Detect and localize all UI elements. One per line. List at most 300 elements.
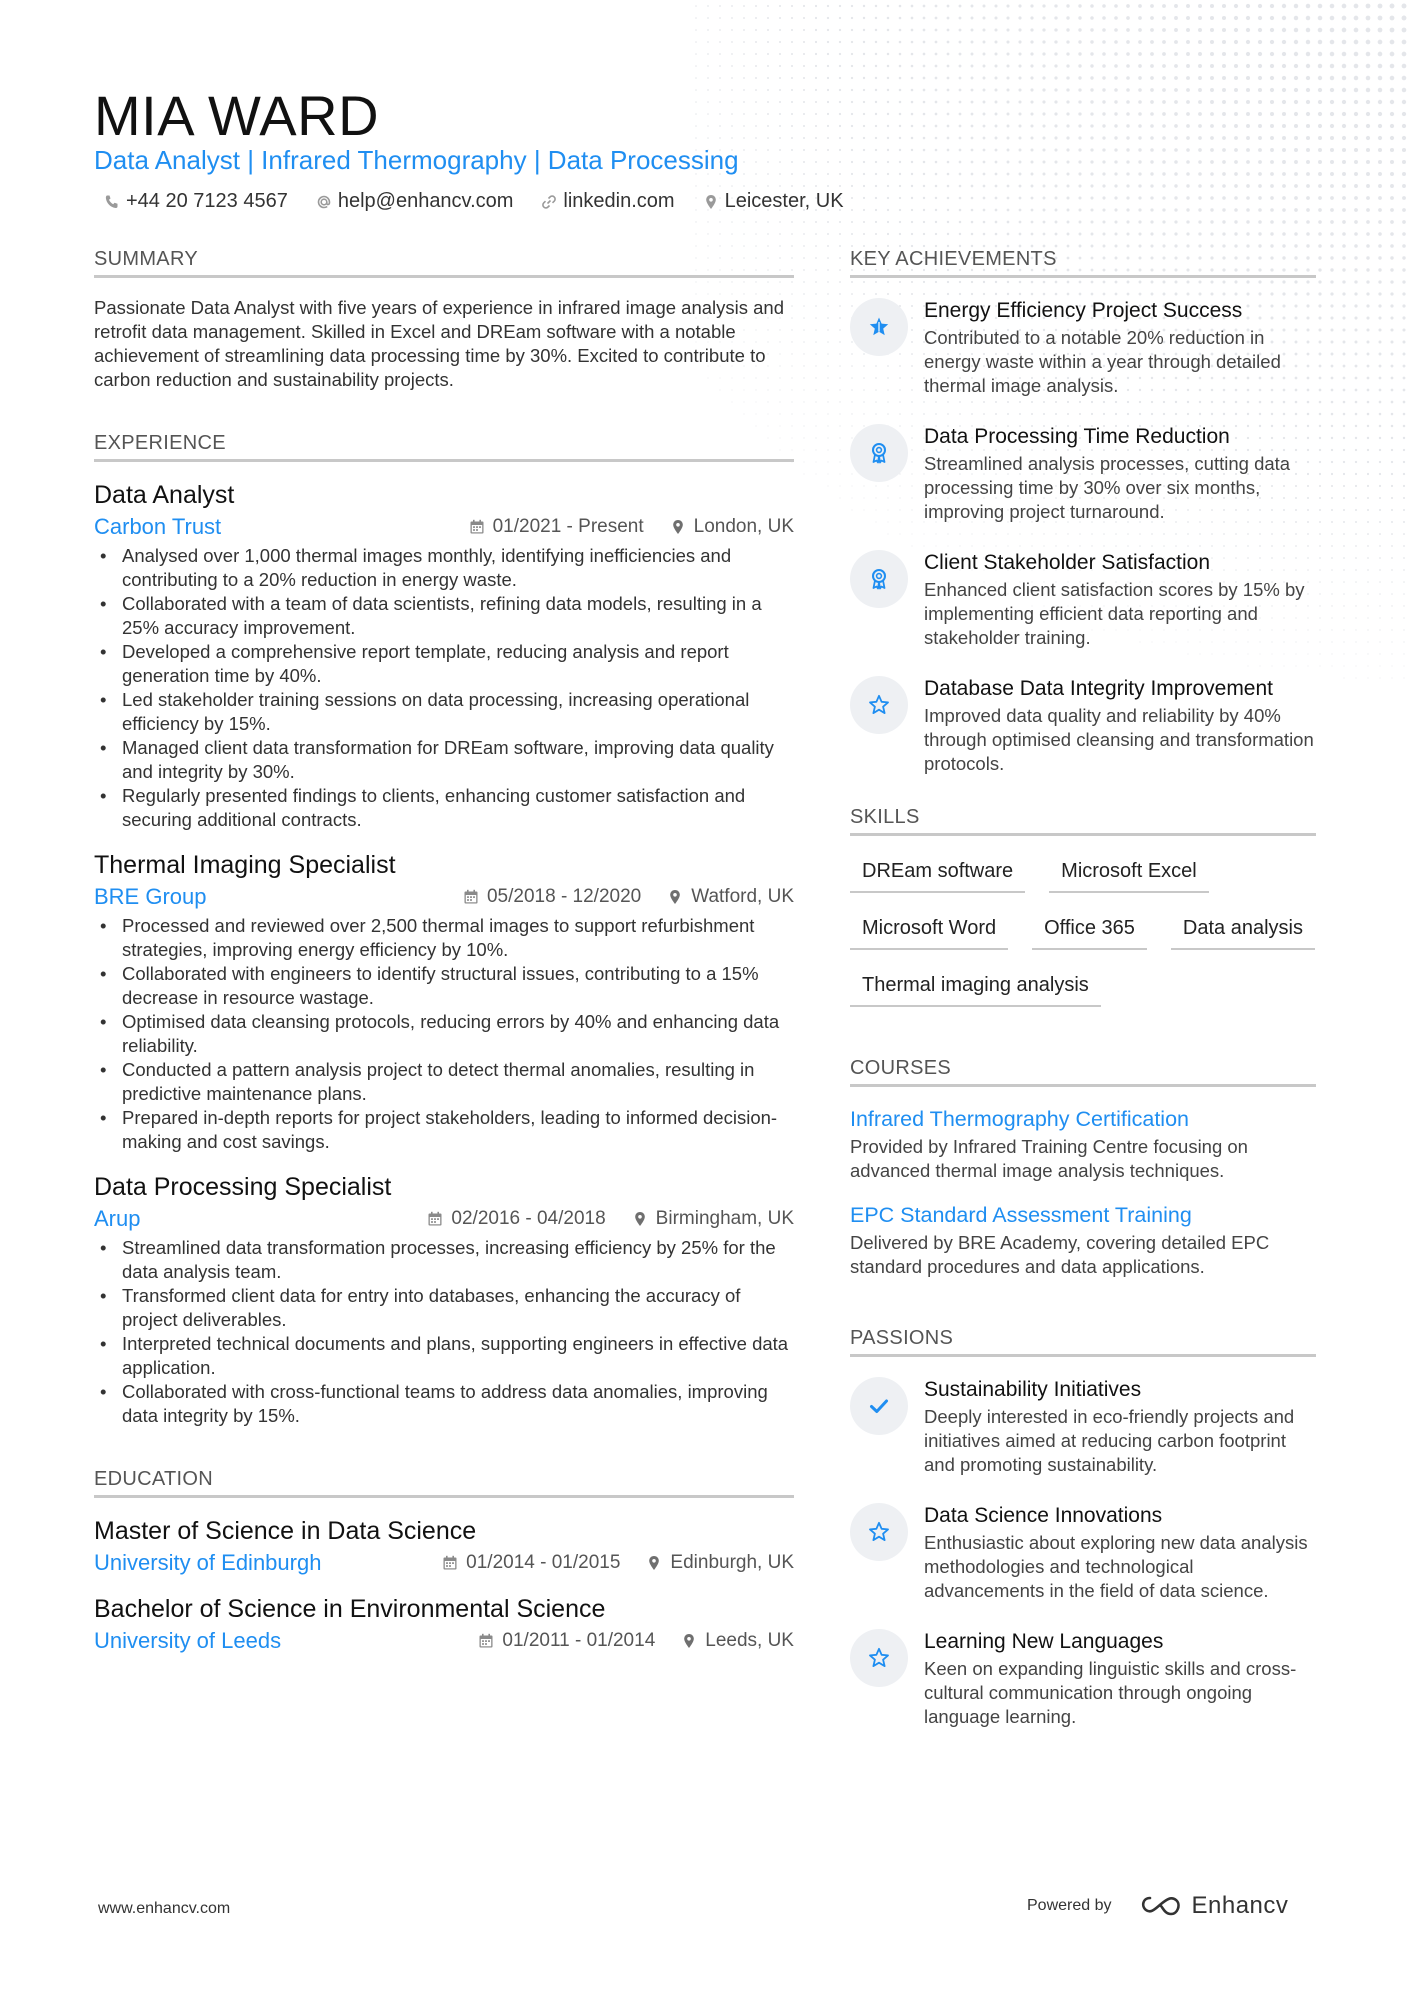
pattern-dot: [1090, 124, 1093, 127]
pattern-dot: [1306, 52, 1310, 56]
pattern-dot: [1066, 88, 1069, 91]
pattern-dot: [911, 233, 913, 235]
pattern-dot: [815, 377, 816, 378]
pattern-dot: [935, 197, 937, 199]
summary-heading: SUMMARY: [94, 248, 794, 278]
pattern-dot: [1162, 100, 1166, 104]
pattern-dot: [1306, 112, 1310, 116]
pattern-dot: [1356, 678, 1357, 679]
pattern-dot: [1318, 292, 1321, 295]
pattern-dot: [731, 29, 733, 31]
pattern-dot: [1294, 184, 1298, 188]
pattern-dot: [1403, 641, 1404, 642]
pattern-dot: [815, 53, 817, 55]
degree-date-location: [478, 1630, 794, 1652]
company-name[interactable]: Arup: [94, 1206, 141, 1231]
pattern-dot: [1355, 401, 1358, 404]
pattern-dot: [1019, 221, 1022, 224]
course-title[interactable]: Infrared Thermography Certification: [850, 1107, 1189, 1131]
pattern-dot: [803, 125, 805, 127]
pattern-dot: [803, 65, 805, 67]
job-location-text: Birmingham, UK: [655, 1208, 794, 1229]
pattern-dot: [1282, 16, 1286, 20]
pattern-dot: [1007, 101, 1010, 104]
pattern-dot: [1067, 197, 1070, 200]
pattern-dot: [947, 77, 950, 80]
pattern-dot: [1138, 184, 1141, 187]
pattern-dot: [1318, 76, 1322, 80]
pattern-dot: [1367, 461, 1369, 463]
pattern-dot: [1162, 16, 1166, 20]
pattern-dot: [1102, 184, 1105, 187]
pattern-dot: [827, 305, 829, 307]
pattern-dot: [863, 17, 865, 19]
pattern-dot: [1114, 88, 1118, 92]
pattern-dot: [1078, 136, 1081, 139]
pattern-dot: [1367, 521, 1369, 523]
pattern-dot: [1042, 40, 1045, 43]
pattern-dot: [899, 101, 902, 104]
pattern-dot: [1270, 124, 1274, 128]
pattern-dot: [1090, 76, 1093, 79]
pattern-dot: [743, 221, 745, 223]
pattern-dot: [911, 17, 914, 20]
pattern-dot: [1343, 617, 1344, 618]
pattern-dot: [1294, 208, 1298, 212]
pattern-dot: [1391, 545, 1393, 547]
pattern-dot: [719, 17, 721, 19]
pattern-dot: [1318, 148, 1322, 152]
job-dates-text: 02/2016 - 04/2018: [451, 1208, 606, 1229]
enhancv-logo[interactable]: [1138, 1892, 1289, 1920]
pattern-dot: [1330, 160, 1334, 164]
pattern-dot: [1378, 100, 1382, 104]
pattern-dot: [755, 5, 757, 7]
pattern-dot: [1007, 185, 1010, 188]
pattern-dot: [1282, 76, 1286, 80]
pattern-dot: [1379, 569, 1381, 571]
pattern-dot: [1331, 341, 1334, 344]
star-outline-icon: [850, 1503, 908, 1561]
pattern-dot: [1378, 244, 1382, 248]
pattern-dot: [839, 101, 841, 103]
course-title[interactable]: EPC Standard Assessment Training: [850, 1203, 1192, 1227]
pattern-dot: [1331, 521, 1333, 523]
pattern-dot: [1054, 160, 1057, 163]
pattern-dot: [1306, 208, 1310, 212]
pattern-dot: [1162, 136, 1166, 140]
pattern-dot: [1007, 125, 1010, 128]
pattern-dot: [1246, 100, 1250, 104]
pattern-dot: [1354, 52, 1359, 57]
pattern-dot: [815, 29, 817, 31]
pattern-dot: [1355, 485, 1357, 487]
pattern-dot: [719, 65, 721, 67]
pattern-dot: [1319, 401, 1322, 404]
pattern-dot: [707, 77, 709, 79]
pattern-dot: [851, 125, 853, 127]
pattern-dot: [1366, 148, 1370, 152]
pattern-dot: [791, 221, 793, 223]
pattern-dot: [911, 137, 914, 140]
job-bullet: • Collaborated with engineers to identify structural issues, contributing to a 15% decrease in resource wastage.: [94, 962, 794, 1010]
pattern-dot: [1391, 557, 1393, 559]
company-name[interactable]: BRE Group: [94, 884, 207, 909]
pattern-dot: [815, 233, 817, 235]
pattern-dot: [1018, 40, 1021, 43]
pattern-dot: [1367, 377, 1370, 380]
pattern-dot: [1150, 232, 1153, 235]
pattern-dot: [1018, 112, 1021, 115]
pattern-dot: [1210, 124, 1214, 128]
pattern-dot: [887, 77, 889, 79]
pattern-dot: [1054, 136, 1057, 139]
pattern-dot: [1355, 593, 1357, 595]
pattern-dot: [1018, 52, 1021, 55]
pattern-dot: [1391, 365, 1394, 368]
pattern-dot: [1403, 461, 1405, 463]
pattern-dot: [863, 29, 865, 31]
pattern-dot: [1306, 64, 1310, 68]
school-name[interactable]: University of Edinburgh: [94, 1550, 322, 1575]
pattern-dot: [1138, 100, 1142, 104]
pattern-dot: [1198, 88, 1202, 92]
pattern-dot: [851, 41, 853, 43]
pattern-dot: [803, 329, 805, 331]
skill-tag: Data analysis: [1171, 917, 1315, 950]
pattern-dot: [827, 353, 829, 355]
pattern-dot: [1318, 4, 1323, 9]
pattern-dot: [875, 137, 877, 139]
job-bullet: • Developed a comprehensive report template, reducing analysis and report generation time by 40%.: [94, 640, 794, 688]
pattern-dot: [1102, 16, 1106, 20]
pattern-dot: [1186, 220, 1189, 223]
pattern-dot: [1066, 16, 1069, 19]
job-meta: [94, 514, 794, 540]
pattern-dot: [1198, 112, 1202, 116]
pattern-dot: [1343, 473, 1345, 475]
pattern-dot: [959, 149, 962, 152]
pattern-dot: [1174, 40, 1178, 44]
pattern-dot: [1270, 220, 1274, 224]
pattern-dot: [1078, 112, 1081, 115]
pattern-dot: [1150, 208, 1153, 211]
pattern-dot: [1390, 160, 1394, 164]
pattern-dot: [1102, 40, 1106, 44]
pattern-dot: [923, 221, 925, 223]
pattern-dot: [1391, 485, 1393, 487]
passion-item-desc: Enthusiastic about exploring new data analysis methodologies and technological advancements in the field of data science.: [924, 1532, 1308, 1601]
pattern-dot: [839, 137, 841, 139]
pattern-dot: [1366, 328, 1369, 331]
pattern-dot: [1367, 365, 1370, 368]
pattern-dot: [767, 101, 769, 103]
pattern-dot: [839, 41, 841, 43]
pattern-dot: [1174, 184, 1177, 187]
pattern-dot: [1019, 149, 1022, 152]
pattern-dot: [839, 497, 840, 498]
pattern-dot: [1403, 605, 1404, 606]
pattern-dot: [1378, 148, 1382, 152]
pattern-dot: [731, 41, 733, 43]
pattern-dot: [875, 29, 877, 31]
pattern-dot: [1138, 16, 1142, 20]
pattern-dot: [1402, 4, 1407, 9]
pattern-dot: [827, 461, 828, 462]
pattern-dot: [1390, 184, 1394, 188]
pattern-dot: [851, 89, 853, 91]
pattern-dot: [1150, 184, 1153, 187]
pattern-dot: [839, 149, 841, 151]
pattern-dot: [815, 221, 817, 223]
pattern-dot: [1246, 208, 1250, 212]
pattern-dot: [1391, 581, 1393, 583]
pattern-dot: [1331, 401, 1334, 404]
pattern-dot: [994, 4, 997, 7]
achievement-item-title: Client Stakeholder Satisfaction: [924, 551, 1210, 574]
pattern-dot: [851, 65, 853, 67]
pattern-dot: [1355, 557, 1357, 559]
pattern-dot: [815, 245, 817, 247]
pattern-dot: [1379, 581, 1381, 583]
contact-linkedin[interactable]: [541, 190, 674, 213]
pattern-dot: [839, 257, 841, 259]
pattern-dot: [1390, 88, 1394, 92]
pattern-dot: [1090, 160, 1093, 163]
course-entry: [850, 1201, 1316, 1279]
pattern-dot: [947, 209, 949, 211]
pattern-dot: [959, 113, 962, 116]
pattern-dot: [1294, 76, 1298, 80]
pattern-dot: [1354, 16, 1359, 21]
pattern-dot: [887, 5, 890, 8]
pattern-dot: [959, 101, 962, 104]
pattern-dot: [1186, 172, 1190, 176]
pattern-dot: [1102, 220, 1105, 223]
pattern-dot: [1150, 40, 1154, 44]
skill-tag: Microsoft Word: [850, 917, 1008, 950]
passion-item: [850, 1629, 1316, 1729]
pattern-dot: [839, 173, 841, 175]
pattern-dot: [1114, 160, 1117, 163]
pattern-dot: [1138, 148, 1141, 151]
pattern-dot: [1366, 64, 1371, 69]
pattern-dot: [863, 77, 865, 79]
pattern-dot: [1367, 401, 1370, 404]
pattern-dot: [1403, 401, 1406, 404]
pattern-dot: [851, 149, 853, 151]
pattern-dot: [1402, 148, 1406, 152]
pattern-dot: [827, 161, 829, 163]
pattern-dot: [815, 125, 817, 127]
job-bullet: • Optimised data cleansing protocols, reducing errors by 40% and enhancing data reliability.: [94, 1010, 794, 1058]
job-meta: [94, 1206, 794, 1232]
pattern-dot: [1342, 280, 1345, 283]
achievement-item-title: Database Data Integrity Improvement: [924, 677, 1274, 700]
pattern-dot: [1306, 184, 1310, 188]
pattern-dot: [1331, 665, 1332, 666]
pattern-dot: [911, 53, 914, 56]
pattern-dot: [1318, 172, 1322, 176]
job-entry: [94, 850, 794, 1154]
pattern-dot: [1054, 52, 1057, 55]
pattern-dot: [1354, 184, 1358, 188]
pattern-dot: [1378, 88, 1382, 92]
pattern-dot: [995, 113, 998, 116]
pattern-dot: [1246, 160, 1250, 164]
degree-entry: [94, 1594, 794, 1654]
company-name[interactable]: Carbon Trust: [94, 514, 222, 539]
pattern-dot: [767, 233, 769, 235]
pattern-dot: [803, 413, 804, 414]
pattern-dot: [1391, 341, 1394, 344]
pattern-dot: [1367, 617, 1368, 618]
pattern-dot: [947, 17, 950, 20]
pattern-dot: [1366, 16, 1371, 21]
pattern-dot: [1055, 185, 1058, 188]
pattern-dot: [1007, 149, 1010, 152]
contact-phone[interactable]: [104, 190, 288, 213]
pattern-dot: [1174, 112, 1178, 116]
pattern-dot: [1066, 28, 1069, 31]
pattern-dot: [1378, 292, 1381, 295]
pattern-dot: [731, 101, 733, 103]
pattern-dot: [1342, 232, 1346, 236]
pattern-dot: [1186, 112, 1190, 116]
pattern-dot: [779, 233, 781, 235]
candidate-name: MIA WARD: [94, 84, 380, 147]
pattern-dot: [1055, 197, 1058, 200]
pattern-dot: [1210, 208, 1213, 211]
pattern-dot: [1391, 413, 1394, 416]
pattern-dot: [827, 29, 829, 31]
pattern-dot: [1222, 40, 1226, 44]
pattern-dot: [803, 5, 805, 7]
pattern-dot: [1270, 136, 1274, 140]
pattern-dot: [803, 41, 805, 43]
pattern-dot: [1282, 184, 1286, 188]
skill-list: [850, 860, 1316, 1007]
pattern-dot: [1354, 124, 1358, 128]
pattern-dot: [971, 233, 974, 236]
pattern-dot: [1043, 197, 1046, 200]
pattern-dot: [1138, 160, 1141, 163]
pattern-dot: [1282, 160, 1286, 164]
pattern-dot: [707, 53, 709, 55]
pattern-dot: [1342, 172, 1346, 176]
pattern-dot: [1391, 473, 1393, 475]
pattern-dot: [1126, 172, 1129, 175]
pattern-dot: [1342, 268, 1345, 271]
pattern-dot: [1126, 160, 1129, 163]
pattern-dot: [1355, 449, 1357, 451]
pattern-dot: [1102, 136, 1105, 139]
pattern-dot: [1066, 148, 1069, 151]
pattern-dot: [971, 41, 974, 44]
pattern-dot: [1210, 76, 1214, 80]
pattern-dot: [1079, 209, 1082, 212]
pattern-dot: [1367, 389, 1370, 392]
pattern-dot: [695, 113, 697, 115]
pattern-dot: [695, 29, 697, 31]
pattern-dot: [839, 29, 841, 31]
pattern-dot: [1331, 497, 1333, 499]
pattern-dot: [1366, 220, 1370, 224]
pattern-dot: [1343, 485, 1345, 487]
pattern-dot: [1114, 232, 1117, 235]
skills-heading: SKILLS: [850, 806, 1316, 836]
pattern-dot: [1402, 64, 1407, 69]
pattern-dot: [1366, 136, 1370, 140]
linkedin-text: linkedin.com: [563, 190, 675, 212]
pattern-dot: [1174, 196, 1177, 199]
pattern-dot: [1162, 160, 1166, 164]
pattern-dot: [995, 149, 998, 152]
pattern-dot: [1367, 629, 1368, 630]
pattern-dot: [1319, 533, 1321, 535]
pattern-dot: [827, 137, 829, 139]
achievements-heading: KEY ACHIEVEMENTS: [850, 248, 1316, 278]
pattern-dot: [839, 365, 841, 367]
pattern-dot: [1031, 197, 1034, 200]
pattern-dot: [1162, 28, 1166, 32]
pattern-dot: [983, 89, 986, 92]
pattern-dot: [995, 125, 998, 128]
pattern-dot: [755, 29, 757, 31]
school-name[interactable]: University of Leeds: [94, 1628, 282, 1653]
pattern-dot: [1342, 64, 1347, 69]
pattern-dot: [1067, 221, 1070, 224]
pattern-dot: [1403, 557, 1405, 559]
pattern-dot: [995, 221, 998, 224]
pattern-dot: [1066, 172, 1069, 175]
pattern-dot: [1078, 160, 1081, 163]
pattern-dot: [1342, 124, 1346, 128]
pattern-dot: [791, 53, 793, 55]
pattern-dot: [863, 173, 865, 175]
pattern-dot: [803, 257, 805, 259]
pattern-dot: [1007, 161, 1010, 164]
pattern-dot: [911, 185, 913, 187]
pattern-dot: [1006, 40, 1009, 43]
pattern-dot: [1007, 209, 1010, 212]
passion-item-desc: Keen on expanding linguistic skills and cross-cultural communication through ongoing language learning.: [924, 1658, 1297, 1727]
footer-url[interactable]: www.enhancv.com: [98, 1900, 231, 1917]
pattern-dot: [1126, 76, 1130, 80]
contact-email[interactable]: [316, 190, 514, 213]
pattern-dot: [899, 221, 901, 223]
pattern-dot: [1282, 136, 1286, 140]
pattern-dot: [923, 5, 926, 8]
pattern-dot: [839, 473, 840, 474]
pattern-dot: [1294, 40, 1298, 44]
pattern-dot: [935, 17, 938, 20]
pattern-dot: [707, 29, 709, 31]
education-section: [94, 1468, 794, 1654]
pattern-dot: [1331, 365, 1334, 368]
pattern-dot: [1354, 88, 1358, 92]
pattern-dot: [1126, 88, 1130, 92]
pattern-dot: [1319, 449, 1321, 451]
pattern-dot: [1367, 581, 1369, 583]
pattern-dot: [971, 53, 974, 56]
pattern-dot: [1342, 40, 1347, 45]
pattern-dot: [1150, 160, 1153, 163]
pattern-dot: [899, 53, 902, 56]
pattern-dot: [1330, 268, 1333, 271]
pattern-dot: [1319, 365, 1322, 368]
pattern-dot: [827, 113, 829, 115]
